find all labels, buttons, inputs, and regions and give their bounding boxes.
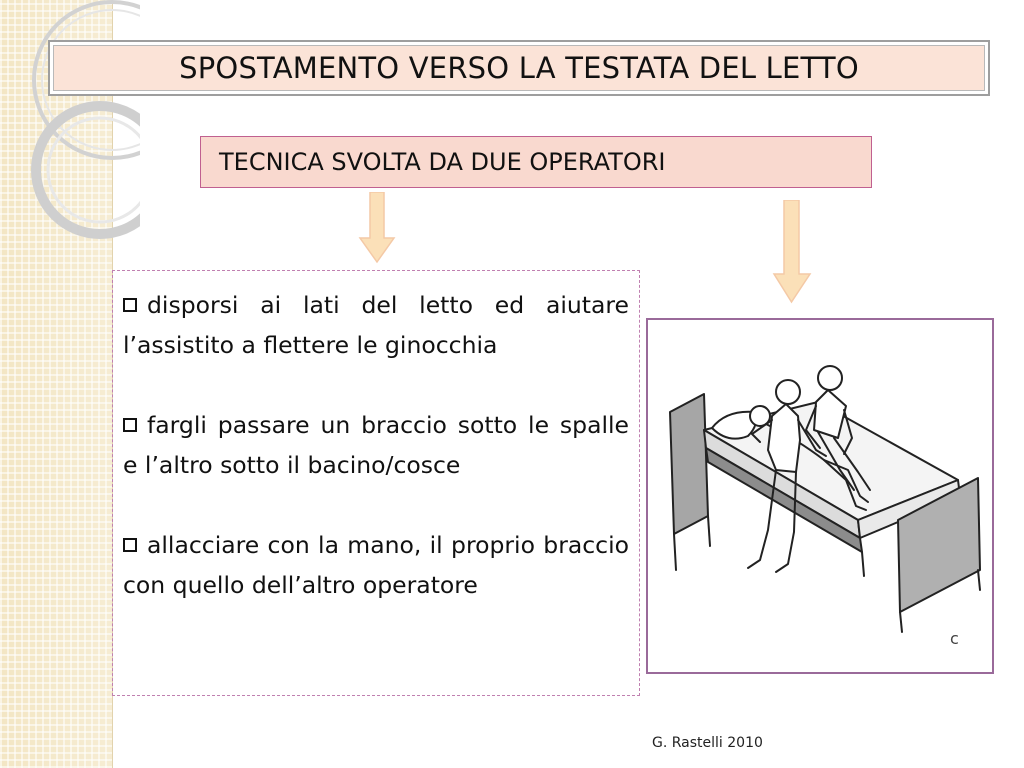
bed-transfer-illustration-icon [648, 320, 992, 672]
instruction-text-3: allacciare con la mano, il proprio braccio con quello dell’altro operatore [123, 531, 629, 599]
checkbox-bullet-icon [123, 418, 137, 432]
down-arrow-right-icon [772, 200, 812, 304]
instruction-item-1 [123, 285, 629, 365]
decorative-circles-icon [0, 0, 140, 260]
page-title: SPOSTAMENTO VERSO LA TESTATA DEL LETTO [179, 51, 859, 85]
down-arrow-left-icon [358, 192, 396, 264]
title-banner [48, 40, 990, 96]
instruction-text-1: disporsi ai lati del letto ed aiutare l’assistito a flettere le ginocchia [123, 291, 629, 359]
subtitle: TECNICA SVOLTA DA DUE OPERATORI [219, 148, 666, 176]
subtitle-banner [200, 136, 872, 188]
instruction-item-2 [123, 405, 629, 485]
checkbox-bullet-icon [123, 538, 137, 552]
illustration-corner-mark: c [950, 629, 959, 648]
bed-transfer-illustration [646, 318, 994, 674]
instructions-box [112, 270, 640, 696]
instruction-item-3 [123, 525, 629, 605]
footer-credit: G. Rastelli 2010 [652, 735, 763, 751]
instruction-text-2: fargli passare un braccio sotto le spalle e l’altro sotto il bacino/cosce [123, 411, 629, 479]
checkbox-bullet-icon [123, 298, 137, 312]
